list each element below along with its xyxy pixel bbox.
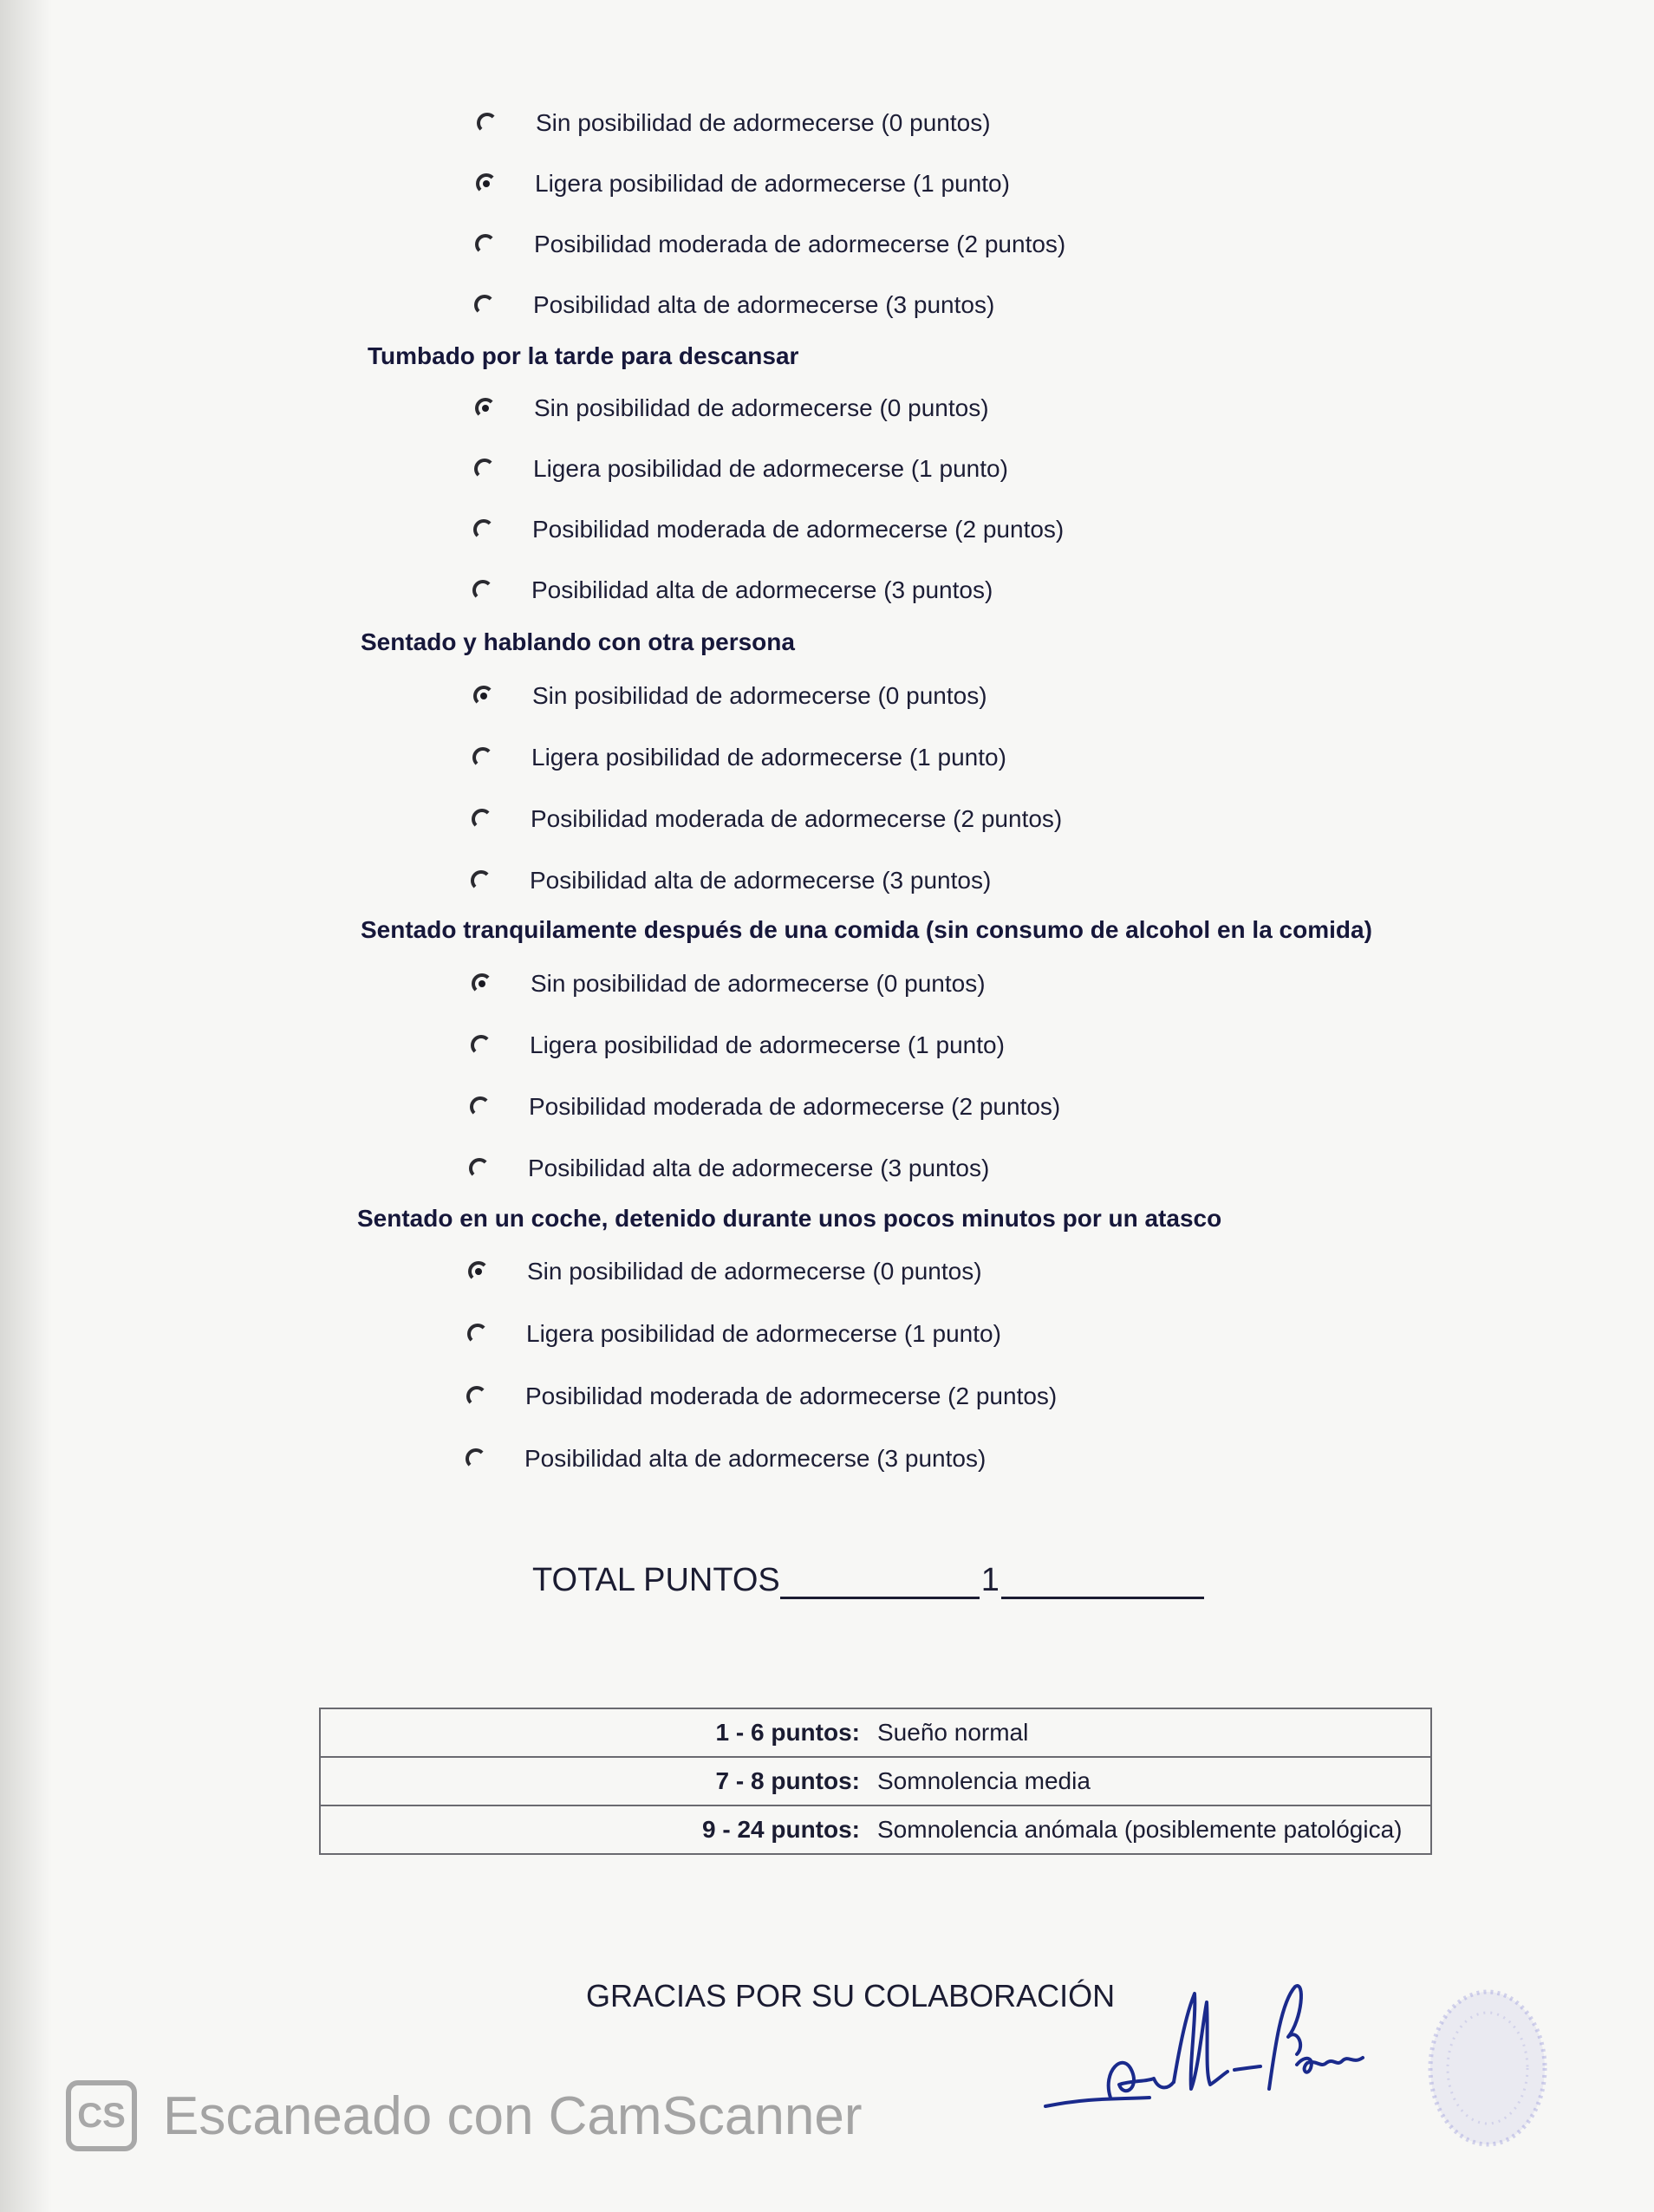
answer-option[interactable] (472, 970, 986, 998)
radio-unchecked-icon[interactable] (472, 580, 493, 601)
total-underline-right (1001, 1567, 1204, 1599)
score-description: Sueño normal (877, 1708, 1431, 1757)
total-points (532, 1562, 1204, 1599)
official-stamp (1418, 1981, 1557, 2155)
score-description: Somnolencia media (877, 1757, 1431, 1805)
option-label: Posibilidad moderada de adormecerse (2 puntos) (532, 516, 1065, 543)
table-row (320, 1805, 1431, 1854)
option-label: Posibilidad alta de adormecerse (3 puntos) (524, 1445, 987, 1472)
table-row (320, 1708, 1431, 1757)
radio-unchecked-icon[interactable] (472, 809, 492, 830)
answer-option[interactable] (470, 1093, 1060, 1121)
radio-unchecked-icon[interactable] (472, 747, 493, 768)
option-label: Sin posibilidad de adormecerse (0 puntos) (527, 1258, 982, 1285)
answer-option[interactable] (475, 231, 1065, 258)
radio-unchecked-icon[interactable] (475, 234, 496, 255)
answer-option[interactable] (472, 744, 1006, 771)
total-label: TOTAL PUNTOS (532, 1562, 780, 1598)
radio-checked-icon[interactable] (476, 173, 497, 194)
radio-unchecked-icon[interactable] (474, 459, 495, 479)
option-label: Ligera posibilidad de adormecerse (1 punto) (526, 1320, 1001, 1347)
answer-option[interactable] (468, 1258, 982, 1285)
radio-checked-icon[interactable] (473, 686, 494, 706)
option-label: Posibilidad alta de adormecerse (3 puntos) (533, 291, 995, 318)
radio-checked-icon[interactable] (472, 973, 492, 994)
option-label: Ligera posibilidad de adormecerse (1 punto) (535, 170, 1010, 197)
radio-unchecked-icon[interactable] (471, 870, 492, 891)
option-label: Sin posibilidad de adormecerse (0 puntos) (531, 970, 986, 997)
option-label: Posibilidad alta de adormecerse (3 puntos) (530, 867, 992, 894)
table-row (320, 1757, 1431, 1805)
question-title: Sentado y hablando con otra persona (361, 628, 795, 655)
answer-option[interactable] (473, 682, 987, 710)
question-title: Sentado tranquilamente después de una comida (sin consumo de alcohol en la comida) (361, 916, 1372, 943)
answer-option[interactable] (472, 576, 993, 604)
total-value: 1 (980, 1562, 1000, 1598)
score-range: 1 - 6 puntos: (320, 1708, 877, 1757)
camscanner-watermark (66, 2080, 862, 2151)
option-label: Ligera posibilidad de adormecerse (1 punto) (533, 455, 1008, 482)
option-label: Ligera posibilidad de adormecerse (1 punto) (531, 744, 1006, 771)
option-label: Posibilidad moderada de adormecerse (2 puntos) (531, 805, 1063, 832)
watermark-text: Escaneado con CamScanner (163, 2085, 863, 2146)
answer-option[interactable] (471, 1031, 1005, 1059)
thanks-message: GRACIAS POR SU COLABORACIÓN (586, 1978, 1116, 2014)
answer-option[interactable] (474, 291, 994, 319)
answer-option[interactable] (474, 455, 1008, 483)
option-label: Posibilidad alta de adormecerse (3 puntos) (528, 1155, 990, 1181)
radio-unchecked-icon[interactable] (470, 1096, 491, 1117)
answer-option[interactable] (466, 1382, 1057, 1410)
answer-option[interactable] (477, 109, 991, 137)
answer-option[interactable] (472, 805, 1062, 833)
score-range: 7 - 8 puntos: (320, 1757, 877, 1805)
answer-option[interactable] (471, 867, 991, 895)
radio-unchecked-icon[interactable] (466, 1448, 486, 1469)
option-label: Sin posibilidad de adormecerse (0 puntos) (536, 109, 991, 136)
radio-unchecked-icon[interactable] (477, 113, 498, 133)
answer-option[interactable] (475, 394, 989, 422)
radio-checked-icon[interactable] (475, 398, 496, 419)
option-label: Sin posibilidad de adormecerse (0 puntos) (532, 682, 987, 709)
handwritten-signature (1037, 1968, 1401, 2124)
answer-option[interactable] (473, 516, 1064, 543)
score-range: 9 - 24 puntos: (320, 1805, 877, 1854)
option-label: Posibilidad moderada de adormecerse (2 puntos) (529, 1093, 1061, 1120)
score-description: Somnolencia anómala (posiblemente patológica) (877, 1805, 1431, 1854)
question-title: Sentado en un coche, detenido durante unos pocos minutos por un atasco (357, 1205, 1222, 1232)
radio-unchecked-icon[interactable] (471, 1035, 492, 1056)
radio-unchecked-icon[interactable] (466, 1386, 487, 1407)
answer-option[interactable] (469, 1155, 989, 1182)
total-underline-left (780, 1567, 980, 1599)
radio-unchecked-icon[interactable] (473, 519, 494, 540)
answer-option[interactable] (476, 170, 1010, 198)
answer-option[interactable] (466, 1445, 986, 1473)
question-title: Tumbado por la tarde para descansar (368, 342, 799, 369)
radio-unchecked-icon[interactable] (474, 295, 495, 316)
option-label: Posibilidad moderada de adormecerse (2 puntos) (534, 231, 1066, 257)
option-label: Sin posibilidad de adormecerse (0 puntos) (534, 394, 989, 421)
radio-unchecked-icon[interactable] (467, 1324, 488, 1344)
radio-unchecked-icon[interactable] (469, 1158, 490, 1179)
option-label: Posibilidad alta de adormecerse (3 puntos) (531, 576, 993, 603)
answer-option[interactable] (467, 1320, 1001, 1348)
score-interpretation-table (319, 1708, 1432, 1855)
option-label: Ligera posibilidad de adormecerse (1 punto) (530, 1031, 1005, 1058)
option-label: Posibilidad moderada de adormecerse (2 puntos) (525, 1382, 1058, 1409)
camscanner-logo-icon: CS (66, 2080, 137, 2151)
radio-checked-icon[interactable] (468, 1261, 489, 1282)
